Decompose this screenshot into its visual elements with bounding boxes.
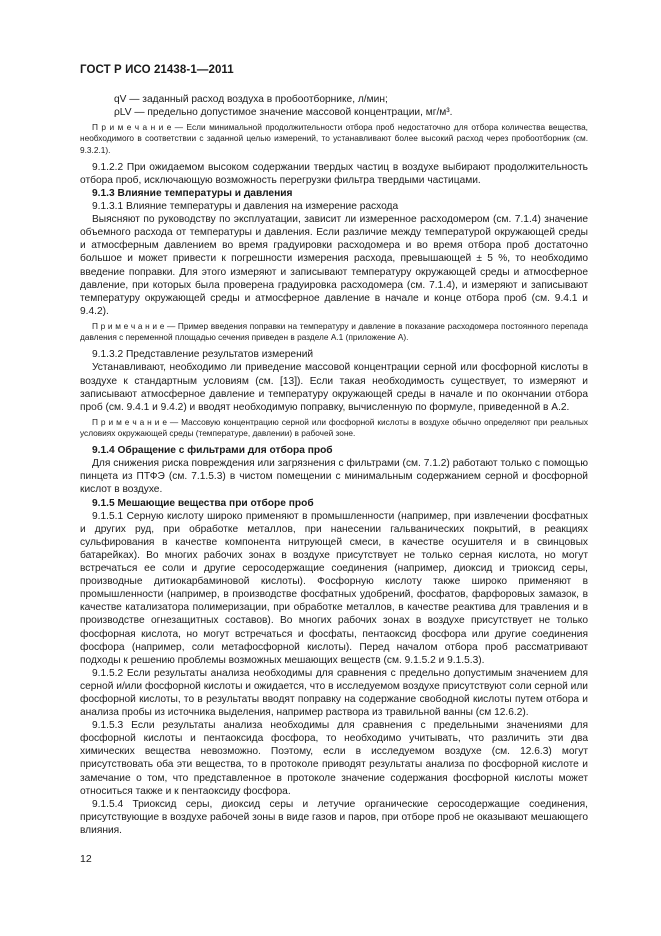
running-header: ГОСТ Р ИСО 21438-1—2011 — [80, 64, 234, 76]
definition-line: qV — заданный расход воздуха в пробоотборнике, л/мин; — [114, 94, 388, 105]
page-content — [80, 93, 588, 837]
body-paragraph: Устанавливают, необходимо ли приведение массовой концентрации серной или фосфорной кислоты в воздухе к стандартным условиям (см. [13]). Если такая необходимость существует, то измеряют и записывают атмосферное давление и температуру окружающей среды в начале и по окончании отбора проб (см. 9.4.1 и 9.4.2) и вводят необходимую поправку, вычисленную по формуле, приведенной в А.2. — [80, 362, 588, 413]
body-paragraph: 9.1.5.4 Триоксид серы, диоксид серы и летучие органические серосодержащие соединения, присутствующие в воздухе рабочей зоны в виде газов и паров, при отборе проб не оказывают мешающего влияния. — [80, 798, 588, 836]
section-heading: 9.1.4 Обращение с фильтрами для отбора проб — [92, 445, 333, 457]
body-paragraph: Для снижения риска повреждения или загрязнения с фильтрами (см. 7.1.2) работают только с помощью пинцета из ПТФЭ (см. 7.1.5.3) в чистом помещении с минимальным содержанием серной и фосфорной кислот в воздухе. — [80, 458, 588, 496]
body-paragraph: 9.1.3.1 Влияние температуры и давления на измерение расхода — [92, 201, 399, 213]
definition-line: ρLV — предельно допустимое значение массовой концентрации, мг/м³. — [114, 107, 453, 119]
body-paragraph: 9.1.5.3 Если результаты анализа необходимы для сравнения с предельными значениями для фосфорной кислоты и пентаоксида фосфора, то необходимо учитывать, что различить эти два химических вещества невозможно. Поэтому, если в исследуемом воздухе (см. 12.6.3) могут присутствовать оба эти вещества, то в протоколе приводят результаты анализа по фосфорной кислоте и замечание о том, что представленное в протоколе значение содержания фосфорной кислоты может относиться также и к пентаоксиду фосфора. — [80, 720, 588, 797]
body-paragraph: 9.1.5.2 Если результаты анализа необходимы для сравнения с предельно допустимым значением для серной и/или фосфорной кислоты и ожидается, что в исследуемом воздухе присутствуют соли серной или фосфорной кислоты, то в результаты вводят поправку на содержание свободной кислоты путем отбора и анализа пробы из источника выделения, например раствора из травильной ванны (см 12.6.2). — [80, 667, 588, 719]
section-heading: 9.1.5 Мешающие вещества при отборе проб — [92, 497, 314, 509]
body-paragraph: Выясняют по руководству по эксплуатации, зависит ли измеренное расходомером (см. 7.1.4) значение объемного расхода от температуры и давления. Если различие между температурой окружающей среды и атмосферным давлением во время градуировки расходомера и во время отбора проб достаточно большое и может привести к погрешности измерения расхода, превышающей ± 5 %, то необходимо введение поправки. Для этого измеряют и записывают температуру окружающей среды и атмосферное давление, при которых была проверена градуировка расходомера (см. 7.1.4), и измеряют и записывают температуру окружающей среды и атмосферное давление в начале и конце отбора проб (см. 9.4.1 и 9.4.2). — [80, 214, 588, 317]
body-paragraph: 9.1.5.1 Серную кислоту широко применяют в промышленности (например, при извлечении фосфатных и других руд, при обработке металлов, при нанесении гальванических покрытий, в реакциях сульфирования в качестве компонента нитрующей смеси, в качестве осушителя и в свинцовых батарейках). Во многих рабочих зонах в воздухе присутствует не только серная кислота, но могут встречаться ее соли и другие серосодержащие соединения (например, диоксид и триоксид серы, производные дитиокарбаминовой кислоты). Фосфорную кислоту также широко применяют в промышленности (например, в производстве фосфатных удобрений, фосфатов, фарфоровых замазок, в качестве катализатора полимеризации, при обработке металлов, в качестве реактива для травления и в производстве огнезащитных составов). Во многих рабочих зонах в воздухе присутствует не только фосфорная кислота, но могут встречаться и фосфаты, пентаоксид фосфора или другие соединения фосфора (например, соли метафосфорной кислоты). Перед началом отбора проб рассматривают подходы к решению проблемы возможных мешающих веществ (см. 9.1.5.2 и 9.1.5.3). — [80, 510, 588, 666]
section-heading: 9.1.3 Влияние температуры и давления — [92, 187, 293, 199]
note-paragraph: П р и м е ч а н и е — Если минимальной продолжительности отбора проб недостаточно для отбора количества вещества, необходимого в соответствии с заданной целью измерений, то устанавливают более высокий расход через пробоотборник (см. 9.3.2.1). — [80, 122, 588, 155]
page-number: 12 — [80, 853, 92, 865]
body-paragraph: 9.1.2.2 При ожидаемом высоком содержании твердых частиц в воздухе выбирают продолжительность отбора проб, исключающую возможность перегрузки фильтра твердыми частицами. — [80, 161, 588, 186]
note-paragraph: П р и м е ч а н и е — Массовую концентрацию серной или фосфорной кислоты в воздухе обычно определяют при реальных условиях окружающей среды (температуре, давлении) в рабочей зоне. — [80, 416, 588, 438]
note-paragraph: П р и м е ч а н и е — Пример введения поправки на температуру и давление в показание расходомера постоянного перепада давления с переменной площадью сечения приведен в разделе А.1 (приложение А). — [80, 320, 588, 343]
body-paragraph: 9.1.3.2 Представление результатов измерений — [92, 349, 314, 361]
